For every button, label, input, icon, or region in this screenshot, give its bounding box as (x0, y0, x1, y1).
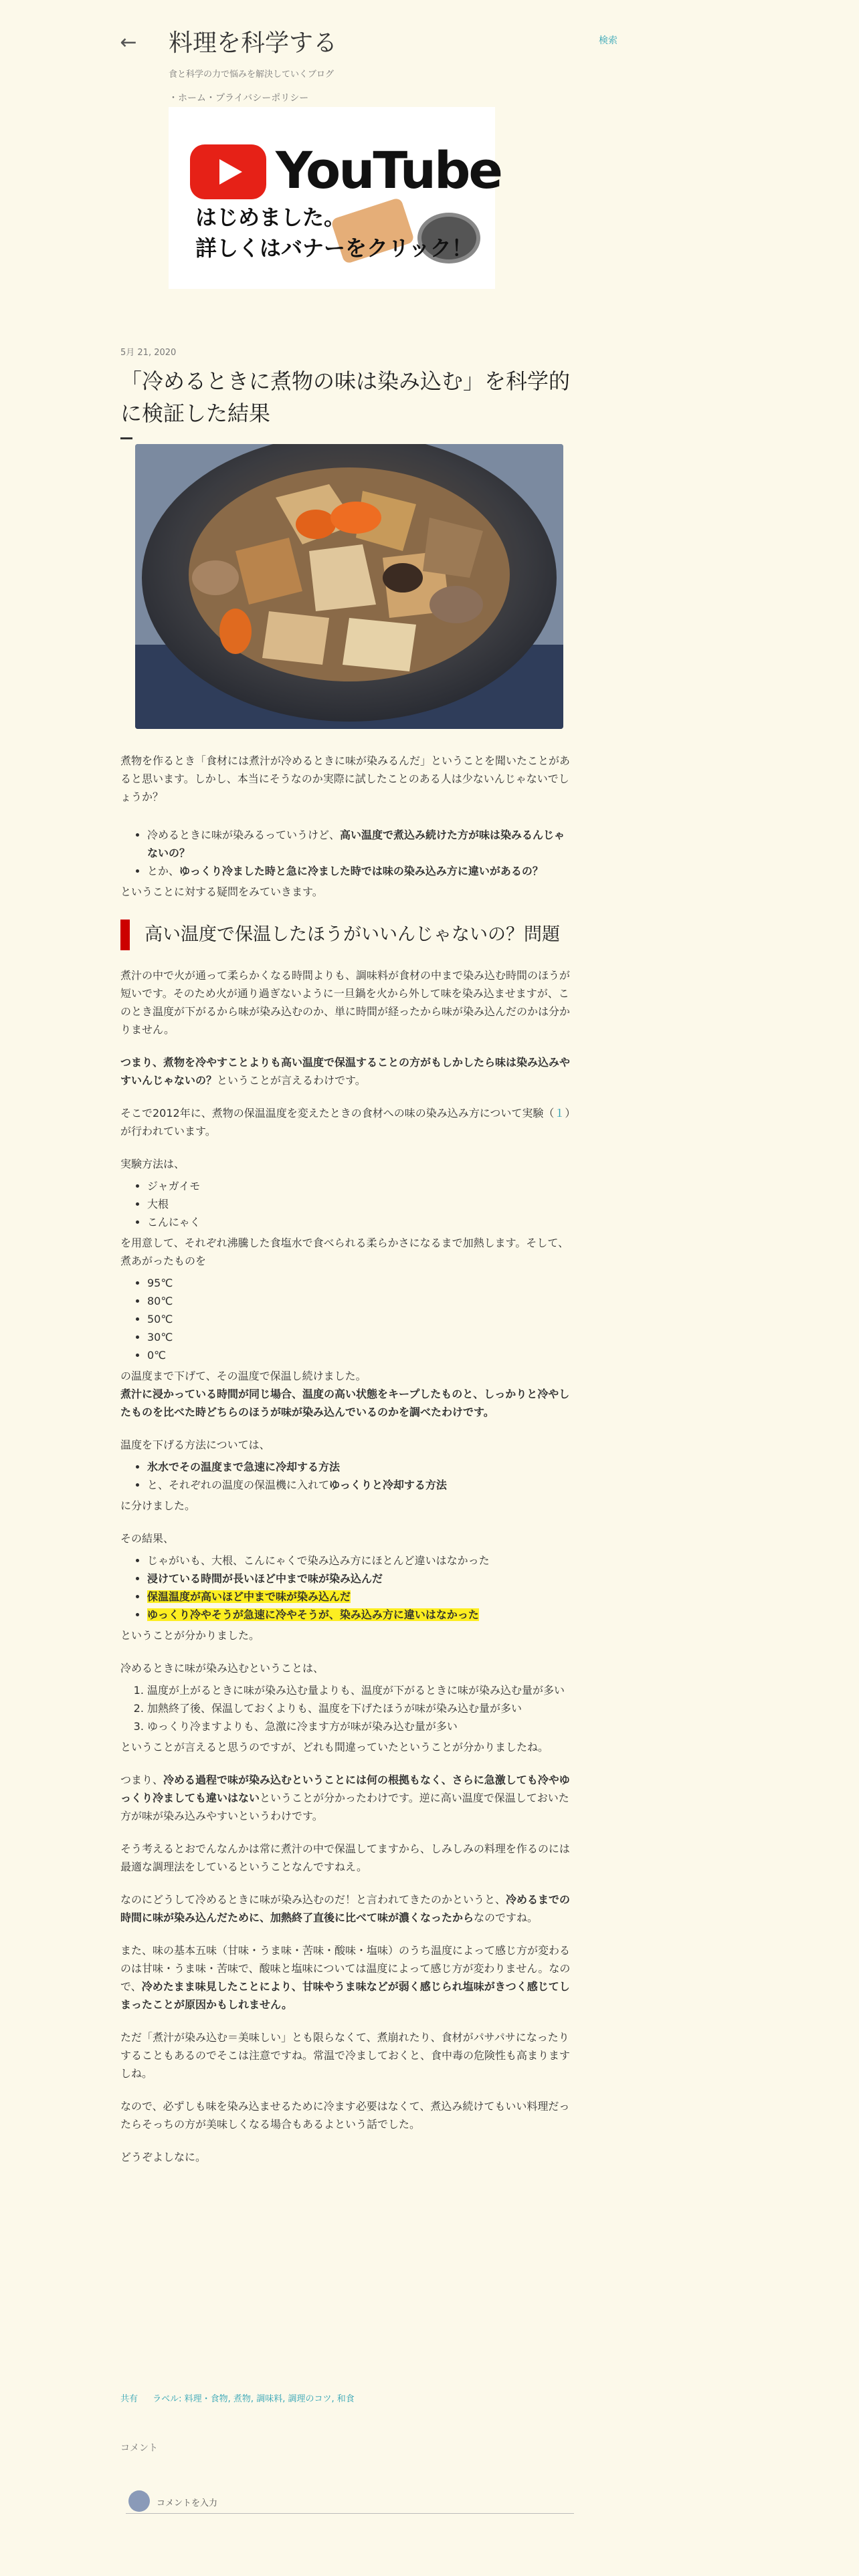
paragraph: どうぞよしなに。 (120, 2151, 207, 2163)
temperature-list (120, 1274, 575, 1364)
paragraph: また、味の基本五味（甘味・うま味・苦味・酸味・塩味）のうち温度によって感じ方が変わるのは甘味・うま味・苦味で、酸味と塩味については温度によって感じ方が変わりません。なので、冷めたまま味見したことにより、甘味やうま味などが弱く感じられ塩味がきつく感じてしまったことが原因かもしれません。 (120, 1944, 571, 2011)
hero-image (135, 444, 563, 729)
paragraph: ただ「煮汁が染み込む＝美味しい」とも限らなくて、煮崩れたり、食材がパサパサになったりすることもあるのでそこは注意ですね。常温で冷ましておくと、食中毒の危険性も高まりますしね。 (120, 2031, 571, 2080)
paragraph: に分けました。 (120, 1499, 196, 1512)
paragraph: つまり、冷める過程で味が染み込むということには何の根拠もなく、さらに急激しても冷やゆっくり冷ましても違いはないということが分かったわけです。逆に高い温度で保温しておいた方が味が染み込みやすいというわけです。 (120, 1774, 570, 1822)
result-label: その結果、 (120, 1532, 175, 1545)
section-heading: 高い温度で保温したほうがいいんじゃないの？問題 (120, 918, 575, 952)
list-item: • 50℃ (147, 1310, 575, 1328)
question-list (120, 826, 575, 880)
post-date: 5月 21, 2020 (120, 348, 177, 358)
method-text: を用意して、それぞれ沸騰した食塩水で食べられる柔らかさになるまで加熱します。そして、煮あがったものを (120, 1237, 569, 1267)
youtube-banner[interactable] (169, 107, 501, 289)
share-link[interactable]: 共有 (120, 2394, 138, 2404)
paragraph: ということが言えると思うのですが、どれも間違っていたということが分かりましたね。 (120, 1741, 549, 1753)
search-link[interactable]: 検索 (599, 35, 617, 46)
site-title[interactable]: 料理を科学する (169, 29, 338, 57)
method-label: 実験方法は、 (120, 1158, 185, 1170)
question-conclusion: ということに対する疑問をみていきます。 (120, 885, 323, 898)
list-item: • 30℃ (147, 1328, 575, 1346)
list-item: • ゆっくり冷やそうが急速に冷やそうが、染み込み方に違いはなかった (147, 1606, 575, 1624)
result-list (120, 1551, 575, 1624)
list-item: • 0℃ (147, 1346, 575, 1364)
list-item: • ジャガイモ (147, 1177, 575, 1195)
paragraph: なのにどうして冷めるときに味が染み込むのだ！と言われてきたのかというと、冷めるまでの時間に味が染み込んだために、加熱終了直後に比べて味が濃くなったからなのですね。 (120, 1893, 571, 1924)
list-item: • 95℃ (147, 1274, 575, 1292)
paragraph: つまり、煮物を冷やすことよりも高い温度で保温することの方がもしかしたら味は染み込みやすいんじゃないの？ということが言えるわけです。 (120, 1056, 571, 1087)
banner-line1: はじめました。 (195, 205, 346, 230)
list-item: • と、それぞれの温度の保温機に入れてゆっくりと冷却する方法 (147, 1476, 575, 1494)
list-item: • 浸けている時間が長いほど中まで味が染み込んだ (147, 1570, 575, 1588)
list-item: • 80℃ (147, 1292, 575, 1310)
list-item: • こんにゃく (147, 1213, 575, 1231)
paragraph: ということが分かりました。 (120, 1629, 260, 1642)
paragraph: の温度まで下げて、その温度で保温し続けました。 煮汁に浸かっている時間が同じ場合、温度の高い状態をキープしたものと、しっかりと冷やしたものを比べた時どちらのほうが味が染み込んでいるのかを調べたわけです。 (120, 1370, 570, 1418)
comment-input[interactable] (126, 2489, 574, 2514)
comment-placeholder: コメントを入力 (157, 2498, 218, 2508)
post-body (120, 752, 575, 2181)
paragraph: そう考えるとおでんなんかは常に煮汁の中で保温してますから、しみしみの料理を作るのには最適な調理法をしているということなんですねえ。 (120, 1842, 570, 1873)
list-item: 3. ゆっくり冷ますよりも、急激に冷ます方が味が染み込む量が多い (147, 1717, 575, 1735)
banner-line2: 詳しくはバナーをクリック！ (195, 235, 473, 261)
arrow-left-icon[interactable]: ← (120, 31, 137, 54)
paragraph: なので、必ずしも味を染み込ませるために冷ます必要はなくて、煮込み続けてもいい料理だったらそっちの方が美味しくなる場合もあるよという話でした。 (120, 2100, 570, 2131)
avatar (128, 2490, 150, 2512)
label-links[interactable]: ラベル: 料理・食物, 煮物, 調味料, 調理のコツ, 和食 (153, 2394, 355, 2404)
citation-link[interactable]: １ (554, 1107, 565, 1119)
site-description: 食と科学の力で悩みを解決していくブログ (169, 70, 335, 80)
banner-brand: YouTube (276, 140, 501, 200)
post-title: 「冷めるときに煮物の味は染み込む」を科学的に検証した結果 (120, 368, 571, 426)
post-labels (120, 2391, 367, 2404)
title-rule (120, 437, 132, 439)
ingredient-list (120, 1177, 575, 1231)
cooling-label: 温度を下げる方法については、 (120, 1438, 270, 1451)
list-item: 1. 温度が上がるときに味が染み込む量よりも、温度が下がるときに味が染み込む量が多い (147, 1681, 575, 1699)
summary-label: 冷めるときに味が染み込むということは、 (120, 1662, 324, 1675)
nav-links[interactable]: ・ホーム・プライバシーポリシー (169, 93, 309, 104)
paragraph: 煮汁の中で火が通って柔らかくなる時間よりも、調味料が食材の中まで染み込む時間のほうが短いです。そのため火が通り過ぎないように一旦鍋を火から外して味を染み込ませますが、このとき温度が下がるから味が染み込むのか、単に時間が経ったから味が染み込んだのかは分かりません。 (120, 969, 571, 1036)
list-item: • 大根 (147, 1195, 575, 1213)
intro-paragraph: 煮物を作るとき「食材には煮汁が冷めるときに味が染みるんだ」ということを聞いたことがあると思います。しかし、本当にそうなのか実際に試したことのある人は少ないんじゃないでしょうか？ (120, 754, 571, 803)
list-item: 2. 加熱終了後、保温しておくよりも、温度を下げたほうが味が染み込む量が多い (147, 1699, 575, 1717)
cooling-list (120, 1458, 575, 1494)
list-item: • じゃがいも、大根、こんにゃくで染み込み方にほとんど違いはなかった (147, 1551, 575, 1570)
list-item: • とか、ゆっくり冷ました時と急に冷ました時では味の染み込み方に違いがあるの？ (147, 862, 575, 880)
list-item: • 氷水でその温度まで急速に冷却する方法 (147, 1458, 575, 1476)
summary-list (120, 1681, 575, 1735)
youtube-play-icon (190, 144, 266, 199)
comments-heading: コメント (120, 2443, 158, 2454)
list-item: • 冷めるときに味が染みるっていうけど、高い温度で煮込み続けた方が味は染みるんじゃないの？ (147, 826, 575, 862)
list-item: • 保温温度が高いほど中まで味が染み込んだ (147, 1588, 575, 1606)
paragraph: そこで2012年に、煮物の保温温度を変えたときの食材への味の染み込み方について実験（１）が行われています。 (120, 1107, 571, 1138)
